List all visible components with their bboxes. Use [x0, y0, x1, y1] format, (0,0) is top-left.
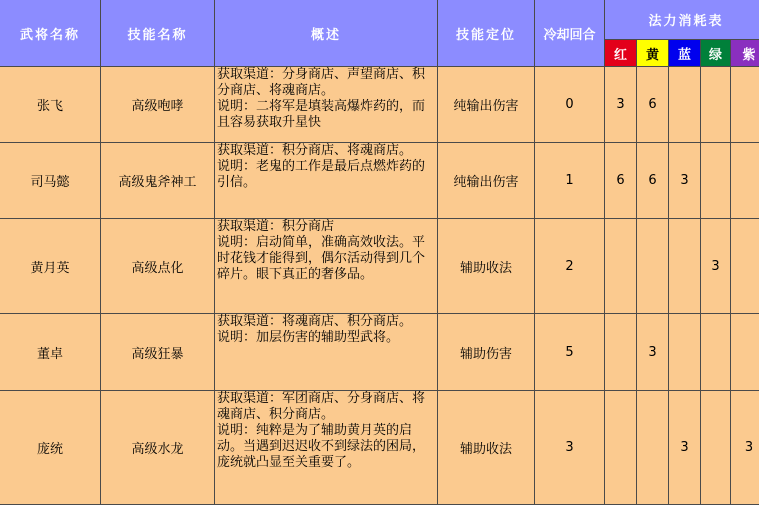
skill-role: 辅助收法 — [438, 391, 535, 505]
header-overview: 概述 — [215, 0, 438, 67]
mana-purple-header: 紫 — [731, 40, 759, 67]
mana-blue — [669, 67, 701, 143]
mana-yellow — [637, 391, 669, 505]
table-row — [0, 143, 759, 219]
table-row — [0, 219, 759, 314]
mana-green: 3 — [701, 219, 731, 314]
mana-red — [605, 219, 637, 314]
skill-description: 获取渠道：军团商店、分身商店、将魂商店、积分商店。 说明：纯粹是为了辅助黄月英的启动。当遇到迟迟收不到绿法的困局，庞统就凸显至关重要了。 — [215, 391, 438, 505]
mana-blue — [669, 219, 701, 314]
mana-yellow: 6 — [637, 143, 669, 219]
mana-green — [701, 391, 731, 505]
mana-yellow: 6 — [637, 67, 669, 143]
mana-yellow-header: 黄 — [637, 40, 669, 67]
header-role: 技能定位 — [438, 0, 535, 67]
table-row — [0, 314, 759, 391]
skill-role: 纯输出伤害 — [438, 143, 535, 219]
skill-description: 获取渠道：分身商店、声望商店、积分商店、将魂商店。 说明：二将军是填装高爆炸药的，而且容易获取升星快 — [215, 67, 438, 143]
mana-red: 3 — [605, 67, 637, 143]
mana-green — [701, 67, 731, 143]
table-row — [0, 391, 759, 505]
skill-name: 高级咆哮 — [101, 67, 215, 143]
general-name: 黄月英 — [0, 219, 101, 314]
header-mana: 法力消耗表 — [605, 0, 759, 40]
skill-role: 辅助收法 — [438, 219, 535, 314]
mana-blue: 3 — [669, 143, 701, 219]
header-general: 武将名称 — [0, 0, 101, 67]
mana-yellow — [637, 219, 669, 314]
mana-red: 6 — [605, 143, 637, 219]
skill-description: 获取渠道：积分商店、将魂商店。 说明：老鬼的工作是最后点燃炸药的引信。 — [215, 143, 438, 219]
general-name: 司马懿 — [0, 143, 101, 219]
general-name: 庞统 — [0, 391, 101, 505]
cooldown: 2 — [535, 219, 605, 314]
mana-green-header: 绿 — [701, 40, 731, 67]
mana-yellow: 3 — [637, 314, 669, 391]
mana-blue — [669, 314, 701, 391]
mana-red — [605, 314, 637, 391]
skill-role: 纯输出伤害 — [438, 67, 535, 143]
mana-green — [701, 143, 731, 219]
header-skill: 技能名称 — [101, 0, 215, 67]
skill-description: 获取渠道：积分商店 说明：启动简单，准确高效收法。平时花钱才能得到，偶尔活动得到几个碎片。眼下真正的奢侈品。 — [215, 219, 438, 314]
cooldown: 3 — [535, 391, 605, 505]
skill-description: 获取渠道：将魂商店、积分商店。 说明：加层伤害的辅助型武将。 — [215, 314, 438, 391]
skill-role: 辅助伤害 — [438, 314, 535, 391]
mana-purple — [731, 219, 759, 314]
mana-purple: 3 — [731, 391, 759, 505]
mana-blue: 3 — [669, 391, 701, 505]
header-cooldown: 冷却回合 — [535, 0, 605, 67]
mana-red-header: 红 — [605, 40, 637, 67]
skill-name: 高级水龙 — [101, 391, 215, 505]
mana-purple — [731, 314, 759, 391]
mana-red — [605, 391, 637, 505]
mana-green — [701, 314, 731, 391]
skill-name: 高级鬼斧神工 — [101, 143, 215, 219]
general-name: 董卓 — [0, 314, 101, 391]
skill-name: 高级点化 — [101, 219, 215, 314]
header-row — [0, 0, 759, 40]
cooldown: 0 — [535, 67, 605, 143]
mana-purple — [731, 67, 759, 143]
cooldown: 1 — [535, 143, 605, 219]
mana-purple — [731, 143, 759, 219]
cooldown: 5 — [535, 314, 605, 391]
skill-name: 高级狂暴 — [101, 314, 215, 391]
general-name: 张飞 — [0, 67, 101, 143]
table-row — [0, 67, 759, 143]
mana-blue-header: 蓝 — [669, 40, 701, 67]
